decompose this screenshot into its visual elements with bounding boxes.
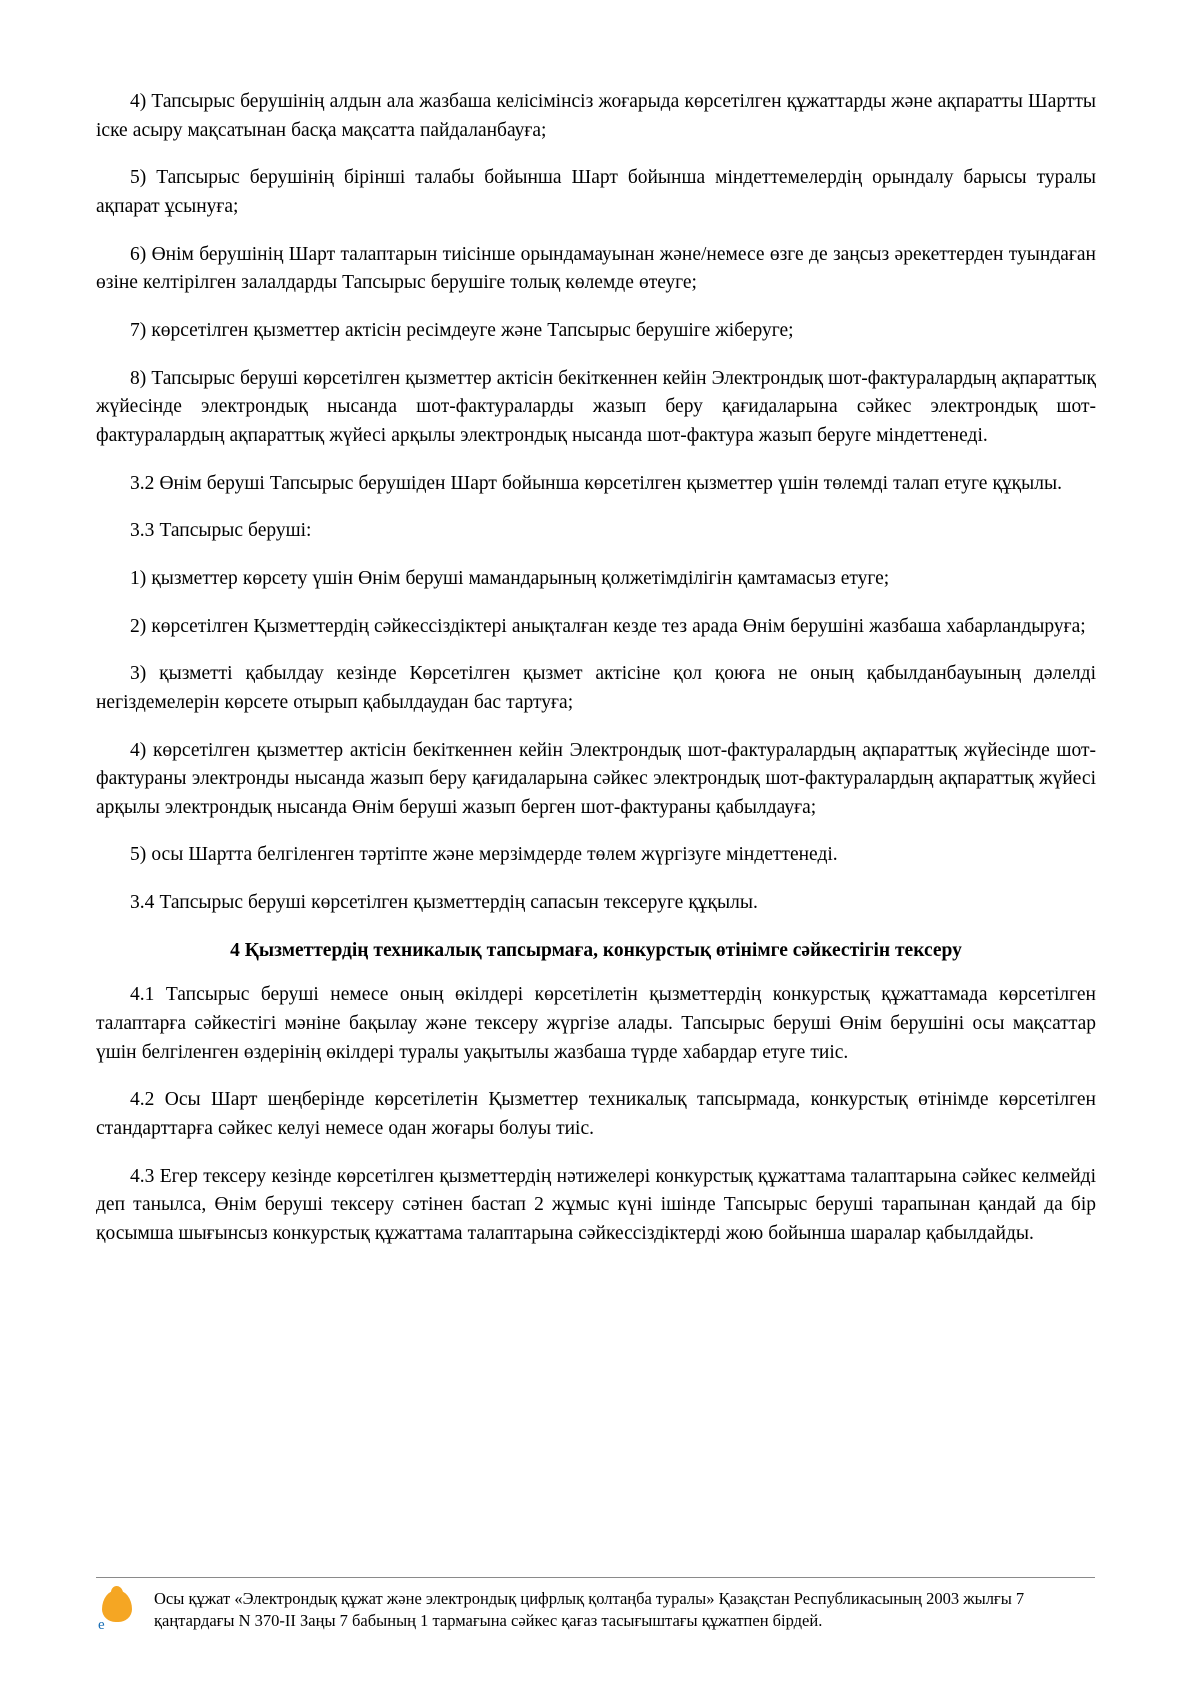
paragraph-3-1-5: 5) Тапсырыс берушінің бірінші талабы бойынша Шарт бойынша міндеттемелердің орындалу барысы туралы ақпарат ұсынуға; [96,167,1096,217]
paragraph-4-1: 4.1 Тапсырыс беруші немесе оның өкілдері көрсетілетін қызметтердің конкурстық құжаттамада көрсетілген талаптарға сәйкестігі мәніне бақылау және тексеру жүргізе алады. Тапсырыс беруші Өнім берушіні осы мақсаттар үшін белгіленген өздерінің өкілдері туралы уақытылы жазбаша түрде хабардар етуге тиіс. [96,984,1096,1063]
paragraph-3-3-5: 5) осы Шартта белгіленген тәртіпте және мерзімдерде төлем жүргізуге міндеттенеді. [130,844,838,866]
paragraph-3-3-4: 4) көрсетілген қызметтер актісін бекіткеннен кейін Электрондық шот-фактуралардың ақпараттық жүйесінде шот-фактураны электронды нысанда жазып беру қағидаларына сәйкес электрондық шот-фактуралардың ақпараттық жүйесі арқылы электрондық нысанда Өнім беруші жазып берген шот-фактураны қабылдауға; [96,739,1096,818]
footer-divider [96,1577,1095,1578]
paragraph-4-2: 4.2 Осы Шарт шеңберінде көрсетілетін Қызметтер техникалық тапсырмада, конкурстық өтінімде көрсетілген стандарттарға сәйкес келуі немесе одан жоғары болуы тиіс. [96,1089,1096,1140]
paragraph-3-1-6: 6) Өнім берушінің Шарт талаптарын тиісінше орындамауынан және/немесе өзге де заңсыз әрекеттерден туындаған өзіне келтірілген залалдарды Тапсырыс берушіге толық көлемде өтеуге; [96,243,1096,294]
paragraph-3-2: 3.2 Өнім беруші Тапсырыс берушіден Шарт бойынша көрсетілген қызметтер үшін төлемді талап етуге құқылы. [130,472,1062,494]
footer-legal-text: Осы құжат «Электрондық құжат және электрондық цифрлық қолтаңба туралы» Қазақстан Республикасының 2003 жылғы 7 қаңтардағы N 370-II Заңы 7 бабының 1 тармағына сәйкес қағаз тасығыштағы құжатпен бірдей. [154,1589,1025,1630]
section-heading-4: 4 Қызметтердің техникалық тапсырмаға, конкурстық өтінімге сәйкестігін тексеру [230,939,962,961]
paragraph-3-1-8: 8) Тапсырыс беруші көрсетілген қызметтер актісін бекіткеннен кейін Электрондық шот-фактуралардың ақпараттық жүйесінде электрондық нысанда шот-фактураларды жазып беру қағидаларына сәйкес электрондық шот-фактуралардың ақпараттық жүйесі арқылы электрондық нысанда шот-фактура жазып беруге міндеттенеді. [96,367,1096,446]
paragraph-3-1-7: 7) көрсетілген қызметтер актісін ресімдеуге және Тапсырыс берушіге жіберуге; [130,319,794,341]
paragraph-3-3-1: 1) қызметтер көрсету үшін Өнім беруші мамандарының қолжетімділігін қамтамасыз етуге; [130,567,890,589]
paragraph-4-3: 4.3 Егер тексеру кезінде көрсетілген қызметтердің нәтижелері конкурстық құжаттама талаптарына сәйкес келмейді деп танылса, Өнім беруші тексеру сәтінен бастап 2 жұмыс күні ішінде Тапсырыс беруші тарапынан қандай да бір қосымша шығынсыз конкурстық құжаттама талаптарына сәйкессіздіктерді жою бойынша шаралар қабылдайды. [96,1165,1096,1245]
paragraph-3-3-2: 2) көрсетілген Қызметтердің сәйкессіздіктері анықталған кезде тез арада Өнім берушіні жазбаша хабарландыруға; [130,615,1086,637]
egov-flame-icon [96,1590,142,1636]
paragraph-3-3: 3.3 Тапсырыс беруші: [130,520,312,542]
document-body [96,88,1096,1249]
paragraph-3-4: 3.4 Тапсырыс беруші көрсетілген қызметтердің сапасын тексеруге құқылы. [130,892,758,914]
paragraph-3-3-3: 3) қызметті қабылдау кезінде Көрсетілген қызмет актісіне қол қоюға не оның қабылданбауының дәлелді негіздемелерін көрсете отырып қабылдаудан бас тартуға; [96,663,1096,713]
paragraph-3-1-4: 4) Тапсырыс берушінің алдын ала жазбаша келісімінсіз жоғарыда көрсетілген құжаттарды және ақпаратты Шартты іске асыру мақсатынан басқа мақсатта пайдаланбауға; [96,91,1096,141]
page-footer [96,1577,1095,1636]
footer-logo-mark: e [98,1617,104,1633]
